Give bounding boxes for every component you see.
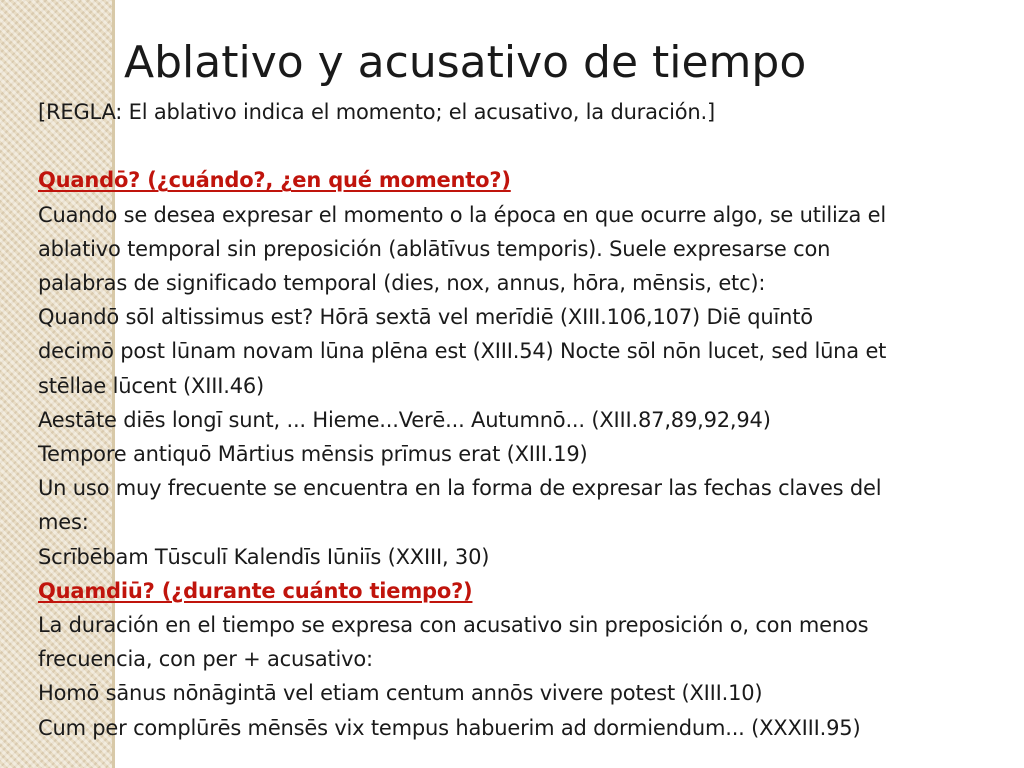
rule-text: [REGLA: El ablativo indica el momento; el acusativo, la duración.] xyxy=(38,100,715,124)
body-line: Aestāte diēs longī sunt, ... Hieme...Verē... Autumnō... (XIII.87,89,92,94) xyxy=(38,407,771,432)
body-line: mes: xyxy=(38,510,89,535)
body-line: La duración en el tiempo se expresa con acusativo sin preposición o, con menos xyxy=(38,613,869,638)
ablative-heading-line xyxy=(38,163,998,197)
body-line: Cum per complūrēs mēnsēs vix tempus habuerim ad dormiendum... (XXXIII.95) xyxy=(38,715,861,740)
body-line: Quandō sōl altissimus est? Hōrā sextā vel merīdiē (XIII.106,107) Diē quīntō xyxy=(38,305,813,330)
blank-line xyxy=(38,129,998,163)
body-line: Homō sānus nōnāgintā vel etiam centum annōs vivere potest (XIII.10) xyxy=(38,681,763,706)
slide-body xyxy=(38,95,998,745)
slide-title: Ablativo y acusativo de tiempo xyxy=(124,37,807,88)
body-line: ablativo temporal sin preposición (ablātīvus temporis). Suele expresarse con xyxy=(38,236,831,261)
accusative-heading: Quamdiū? (¿durante cuánto tiempo?) xyxy=(38,578,473,603)
body-line: Cuando se desea expresar el momento o la época en que ocurre algo, se utiliza el xyxy=(38,202,886,227)
ablative-heading: Quandō? (¿cuándo?, ¿en qué momento?) xyxy=(38,168,511,193)
body-line: stēllae lūcent (XIII.46) xyxy=(38,373,265,398)
accusative-heading-line xyxy=(38,574,998,608)
body-line: Scrībēbam Tūsculī Kalendīs Iūniīs (XXIII, 30) xyxy=(38,544,490,569)
body-line: decimō post lūnam novam lūna plēna est (XIII.54) Nocte sōl nōn lucet, sed lūna et xyxy=(38,339,887,364)
body-line: Tempore antiquō Mārtius mēnsis prīmus erat (XIII.19) xyxy=(38,442,588,467)
body-line: palabras de significado temporal (dies, nox, annus, hōra, mēnsis, etc): xyxy=(38,271,766,295)
body-line: Un uso muy frecuente se encuentra en la forma de expresar las fechas claves del xyxy=(38,476,882,501)
body-line: frecuencia, con per + acusativo: xyxy=(38,647,373,672)
